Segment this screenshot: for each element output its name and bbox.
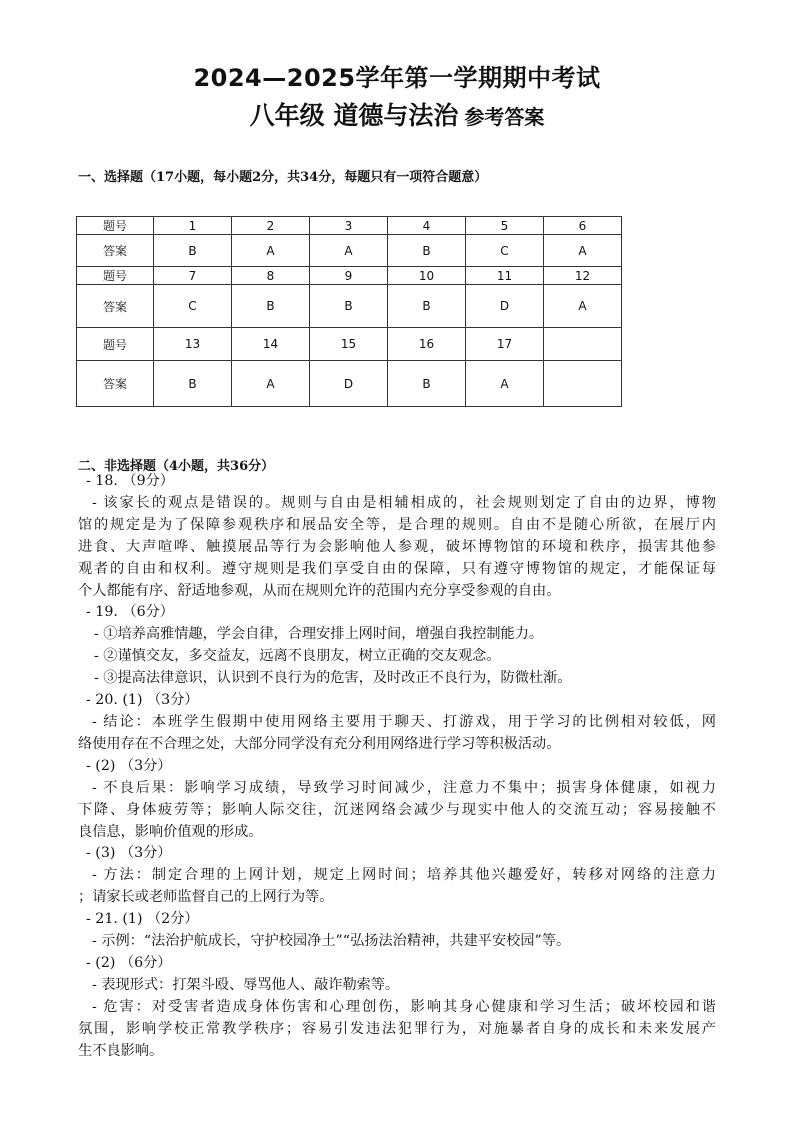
q20-heading: - 20. (1) （3分）	[86, 692, 199, 709]
table-row	[77, 235, 622, 267]
q21-heading: - 21. (1) （2分）	[86, 911, 199, 928]
table-cell: 14	[232, 328, 310, 361]
answer-table	[76, 216, 622, 407]
q19-item: - ②谨慎交友，多交益友，远离不良朋友，树立正确的交友观念。	[94, 648, 501, 665]
page-title: 2024—2025学年第一学期期中考试	[193, 64, 601, 92]
q20-line: - 方法：制定合理的上网计划，规定上网时间；培养其他兴趣爱好，转移对网络的注意力	[92, 867, 716, 884]
table-cell: D	[310, 361, 388, 407]
q21-subheading: - (2) （6分）	[86, 954, 172, 971]
table-cell: A	[544, 235, 622, 267]
q20-line: 络使用存在不合理之处，大部分同学没有充分利用网络进行学习等积极活动。	[78, 735, 561, 752]
table-cell: A	[466, 361, 544, 407]
table-cell	[544, 328, 622, 361]
table-cell: 9	[310, 267, 388, 285]
q18-line: 进食、大声喧哗、触摸展品等行为会影响他人参观，破坏博物馆的环境和秩序，损害其他参	[78, 538, 716, 555]
table-cell: A	[232, 235, 310, 267]
q21-line: - 示例：“法治护航成长，守护校园净土”“弘扬法治精神，共建平安校园”等。	[92, 933, 571, 950]
q20-line: - 不良后果：影响学习成绩，导致学习时间减少，注意力不集中；损害身体健康，如视力	[92, 779, 716, 796]
q18-line: 馆的规定是为了保障参观秩序和展品安全等，是合理的规则。自由不是随心所欲，在展厅内	[78, 516, 716, 533]
table-cell: B	[388, 361, 466, 407]
q18-line: - 该家长的观点是错误的。规则与自由是相辅相成的，社会规则划定了自由的边界，博物	[92, 494, 716, 511]
table-cell: 8	[232, 267, 310, 285]
table-cell: 5	[466, 217, 544, 235]
section-2-heading: 二、非选择题（4小题，共36分）	[78, 459, 275, 474]
q21-line: 生不良影响。	[78, 1042, 164, 1059]
table-row	[77, 361, 622, 407]
q19-heading: - 19. （6分）	[86, 604, 174, 621]
table-row	[77, 267, 622, 285]
table-row	[77, 328, 622, 361]
answers-body	[78, 471, 716, 1062]
q20-line: 下降、身体疲劳等；影响人际交往，沉迷网络会减少与现实中他人的交流互动；容易接触不	[78, 801, 716, 818]
table-cell: A	[310, 235, 388, 267]
table-cell: 15	[310, 328, 388, 361]
q19-item: - ①培养高雅情趣，学会自律，合理安排上网时间，增强自我控制能力。	[94, 626, 544, 643]
subtitle-tag: 参考答案	[464, 105, 545, 129]
q21-line: 氛围，影响学校正常教学秩序；容易引发违法犯罪行为，对施暴者自身的成长和未来发展产	[78, 1020, 716, 1037]
q18-heading: - 18. （9分）	[86, 473, 174, 489]
table-cell: 6	[544, 217, 622, 235]
q18-line: 观者的自由和权利。遵守规则是我们享受自由的保障，只有遵守博物馆的规定，才能保证每	[78, 560, 716, 577]
q21-line: - 表现形式：打架斗殴、辱骂他人、敲诈勒索等。	[92, 976, 400, 993]
q21-line: - 危害：对受害者造成身体伤害和心理创伤，影响其身心健康和学习生活；破坏校园和谐	[92, 998, 716, 1015]
q20-line: ；请家长或老师监督自己的上网行为等。	[78, 889, 334, 906]
table-cell: B	[154, 361, 232, 407]
table-row	[77, 217, 622, 235]
table-cell: 17	[466, 328, 544, 361]
q20-line: - 结论：本班学生假期中使用网络主要用于聊天、打游戏，用于学习的比例相对较低，网	[92, 713, 716, 730]
table-cell: 4	[388, 217, 466, 235]
table-header-cell: 答案	[77, 235, 154, 267]
table-cell: 10	[388, 267, 466, 285]
table-cell: 11	[466, 267, 544, 285]
table-cell: B	[388, 285, 466, 328]
q20-subheading: - (2) （3分）	[86, 757, 172, 774]
table-header-cell: 题号	[77, 328, 154, 361]
table-header-cell: 答案	[77, 285, 154, 328]
table-cell: 7	[154, 267, 232, 285]
table-cell: B	[310, 285, 388, 328]
table-header-cell: 题号	[77, 217, 154, 235]
table-cell: A	[232, 361, 310, 407]
table-cell: D	[466, 285, 544, 328]
q18-line: 个人都能有序、舒适地参观，从而在规则允许的范围内充分享受参观的自由。	[78, 582, 561, 599]
table-cell: B	[388, 235, 466, 267]
table-header-cell: 题号	[77, 267, 154, 285]
table-cell: A	[544, 285, 622, 328]
table-cell: B	[232, 285, 310, 328]
q19-item: - ③提高法律意识，认识到不良行为的危害，及时改正不良行为，防微杜渐。	[94, 670, 572, 687]
table-cell: C	[154, 285, 232, 328]
page-subtitle	[0, 96, 794, 132]
table-cell	[544, 361, 622, 407]
table-cell: 12	[544, 267, 622, 285]
table-cell: C	[466, 235, 544, 267]
table-cell: 1	[154, 217, 232, 235]
table-cell: 13	[154, 328, 232, 361]
subtitle-main: 八年级 道德与法治	[249, 101, 459, 130]
table-cell: 3	[310, 217, 388, 235]
table-header-cell: 答案	[77, 361, 154, 407]
table-cell: B	[154, 235, 232, 267]
table-cell: 2	[232, 217, 310, 235]
table-row	[77, 285, 622, 328]
q20-line: 良信息，影响价值观的形成。	[78, 823, 263, 840]
section-1-heading: 一、选择题（17小题，每小题2分，共34分，每题只有一项符合题意）	[78, 170, 488, 185]
table-cell: 16	[388, 328, 466, 361]
q20-subheading: - (3) （3分）	[86, 845, 172, 862]
